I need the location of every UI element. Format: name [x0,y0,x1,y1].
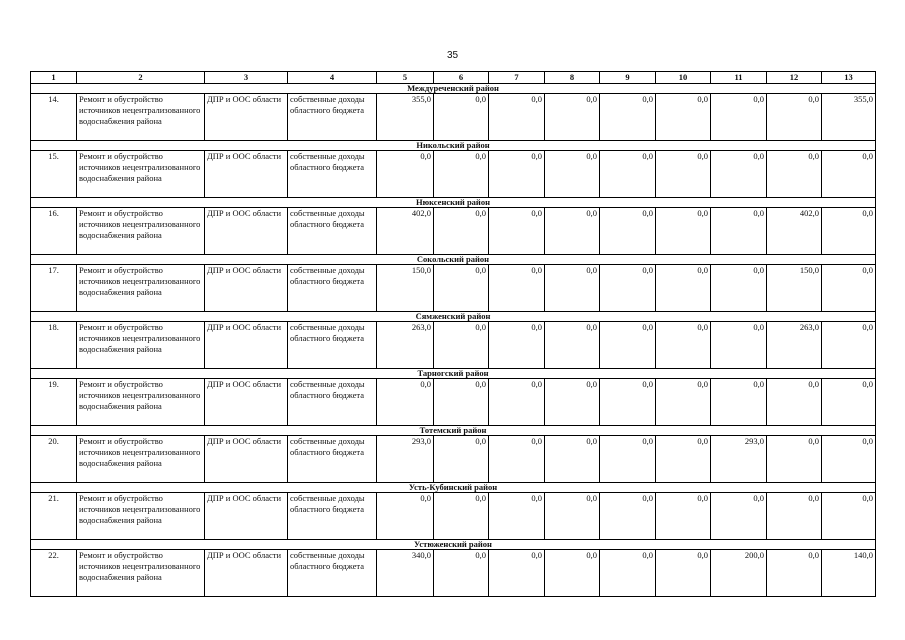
value-cell: 0,0 [656,436,711,483]
column-header: 10 [656,72,711,84]
value-cell: 0,0 [600,322,656,369]
funding-source: собственные доходы областного бюджета [288,322,377,369]
funding-source: собственные доходы областного бюджета [288,550,377,597]
value-cell: 293,0 [711,436,767,483]
value-cell: 0,0 [545,208,600,255]
table-row [31,550,876,597]
value-cell: 0,0 [767,493,822,540]
value-cell: 0,0 [767,151,822,198]
row-number: 18. [31,322,77,369]
value-cell: 140,0 [822,550,876,597]
value-cell: 0,0 [711,493,767,540]
value-cell: 402,0 [377,208,434,255]
value-cell: 0,0 [434,379,489,426]
value-cell: 0,0 [545,265,600,312]
row-number: 19. [31,379,77,426]
region-row [31,141,876,151]
table-row [31,436,876,483]
value-cell: 0,0 [545,151,600,198]
value-cell: 0,0 [711,379,767,426]
table-body [31,72,876,597]
value-cell: 263,0 [377,322,434,369]
value-cell: 0,0 [489,208,545,255]
value-cell: 0,0 [656,493,711,540]
value-cell: 0,0 [656,208,711,255]
funding-source: собственные доходы областного бюджета [288,265,377,312]
value-cell: 0,0 [377,151,434,198]
value-cell: 0,0 [656,151,711,198]
value-cell: 0,0 [545,379,600,426]
value-cell: 0,0 [656,94,711,141]
value-cell: 0,0 [434,151,489,198]
funding-source: собственные доходы областного бюджета [288,436,377,483]
measure-name: Ремонт и обустройство источников нецентрализованного водоснабжения района [77,265,205,312]
value-cell: 150,0 [377,265,434,312]
value-cell: 0,0 [656,379,711,426]
executor: ДПР и ООС области [205,436,288,483]
column-header: 12 [767,72,822,84]
value-cell: 263,0 [767,322,822,369]
region-name: Тарногский район [31,369,876,379]
region-row [31,483,876,493]
measure-name: Ремонт и обустройство источников нецентрализованного водоснабжения района [77,151,205,198]
executor: ДПР и ООС области [205,265,288,312]
column-header: 13 [822,72,876,84]
region-name: Устюженский район [31,540,876,550]
table-row [31,94,876,141]
value-cell: 0,0 [600,151,656,198]
region-name: Сокольский район [31,255,876,265]
value-cell: 0,0 [822,322,876,369]
region-name: Нюксенский район [31,198,876,208]
value-cell: 0,0 [489,265,545,312]
row-number: 21. [31,493,77,540]
value-cell: 0,0 [489,550,545,597]
value-cell: 0,0 [377,493,434,540]
executor: ДПР и ООС области [205,208,288,255]
region-name: Сямженский район [31,312,876,322]
value-cell: 0,0 [545,436,600,483]
row-number: 15. [31,151,77,198]
measure-name: Ремонт и обустройство источников нецентрализованного водоснабжения района [77,208,205,255]
column-header: 7 [489,72,545,84]
column-header: 8 [545,72,600,84]
value-cell: 0,0 [489,151,545,198]
value-cell: 0,0 [600,436,656,483]
value-cell: 0,0 [822,493,876,540]
executor: ДПР и ООС области [205,151,288,198]
region-row [31,84,876,94]
value-cell: 0,0 [600,379,656,426]
region-row [31,426,876,436]
value-cell: 0,0 [711,208,767,255]
measure-name: Ремонт и обустройство источников нецентрализованного водоснабжения района [77,94,205,141]
table-row [31,151,876,198]
value-cell: 0,0 [600,493,656,540]
value-cell: 355,0 [377,94,434,141]
value-cell: 0,0 [434,436,489,483]
value-cell: 0,0 [545,493,600,540]
value-cell: 0,0 [489,379,545,426]
row-number: 16. [31,208,77,255]
row-number: 22. [31,550,77,597]
row-number: 20. [31,436,77,483]
value-cell: 0,0 [711,151,767,198]
column-header-row [31,72,876,84]
funding-source: собственные доходы областного бюджета [288,94,377,141]
table-row [31,379,876,426]
value-cell: 355,0 [822,94,876,141]
funding-source: собственные доходы областного бюджета [288,493,377,540]
measure-name: Ремонт и обустройство источников нецентрализованного водоснабжения района [77,379,205,426]
value-cell: 0,0 [711,322,767,369]
region-name: Междуреченский район [31,84,876,94]
executor: ДПР и ООС области [205,322,288,369]
value-cell: 150,0 [767,265,822,312]
value-cell: 0,0 [822,208,876,255]
region-row [31,255,876,265]
table-row [31,208,876,255]
value-cell: 0,0 [489,94,545,141]
table-row [31,493,876,540]
value-cell: 0,0 [767,436,822,483]
row-number: 17. [31,265,77,312]
value-cell: 0,0 [656,322,711,369]
value-cell: 402,0 [767,208,822,255]
region-row [31,198,876,208]
value-cell: 0,0 [600,208,656,255]
value-cell: 0,0 [600,550,656,597]
value-cell: 0,0 [767,379,822,426]
column-header: 9 [600,72,656,84]
column-header: 5 [377,72,434,84]
row-number: 14. [31,94,77,141]
region-row [31,312,876,322]
value-cell: 0,0 [545,322,600,369]
value-cell: 0,0 [600,94,656,141]
page-number: 35 [446,50,459,61]
region-name: Тотемский район [31,426,876,436]
column-header: 4 [288,72,377,84]
table-row [31,322,876,369]
value-cell: 340,0 [377,550,434,597]
value-cell: 0,0 [656,265,711,312]
value-cell: 0,0 [434,550,489,597]
executor: ДПР и ООС области [205,550,288,597]
funding-source: собственные доходы областного бюджета [288,208,377,255]
value-cell: 0,0 [711,265,767,312]
value-cell: 0,0 [711,94,767,141]
funding-source: собственные доходы областного бюджета [288,151,377,198]
value-cell: 0,0 [434,208,489,255]
value-cell: 293,0 [377,436,434,483]
value-cell: 0,0 [377,379,434,426]
executor: ДПР и ООС области [205,493,288,540]
region-row [31,369,876,379]
column-header: 11 [711,72,767,84]
measure-name: Ремонт и обустройство источников нецентрализованного водоснабжения района [77,436,205,483]
value-cell: 0,0 [822,379,876,426]
region-name: Никольский район [31,141,876,151]
column-header: 2 [77,72,205,84]
executor: ДПР и ООС области [205,94,288,141]
value-cell: 0,0 [822,151,876,198]
value-cell: 0,0 [434,493,489,540]
region-row [31,540,876,550]
value-cell: 0,0 [489,322,545,369]
funding-source: собственные доходы областного бюджета [288,379,377,426]
value-cell: 0,0 [600,265,656,312]
region-name: Усть-Кубинский район [31,483,876,493]
value-cell: 0,0 [545,550,600,597]
value-cell: 0,0 [434,322,489,369]
table-row [31,265,876,312]
measure-name: Ремонт и обустройство источников нецентрализованного водоснабжения района [77,493,205,540]
value-cell: 0,0 [767,550,822,597]
column-header: 1 [31,72,77,84]
value-cell: 0,0 [434,265,489,312]
value-cell: 0,0 [656,550,711,597]
executor: ДПР и ООС области [205,379,288,426]
value-cell: 0,0 [822,265,876,312]
column-header: 3 [205,72,288,84]
value-cell: 0,0 [489,436,545,483]
value-cell: 0,0 [489,493,545,540]
value-cell: 0,0 [767,94,822,141]
measure-name: Ремонт и обустройство источников нецентрализованного водоснабжения района [77,322,205,369]
column-header: 6 [434,72,489,84]
value-cell: 0,0 [545,94,600,141]
measure-name: Ремонт и обустройство источников нецентрализованного водоснабжения района [77,550,205,597]
budget-table [30,71,876,597]
value-cell: 0,0 [822,436,876,483]
value-cell: 0,0 [434,94,489,141]
value-cell: 200,0 [711,550,767,597]
